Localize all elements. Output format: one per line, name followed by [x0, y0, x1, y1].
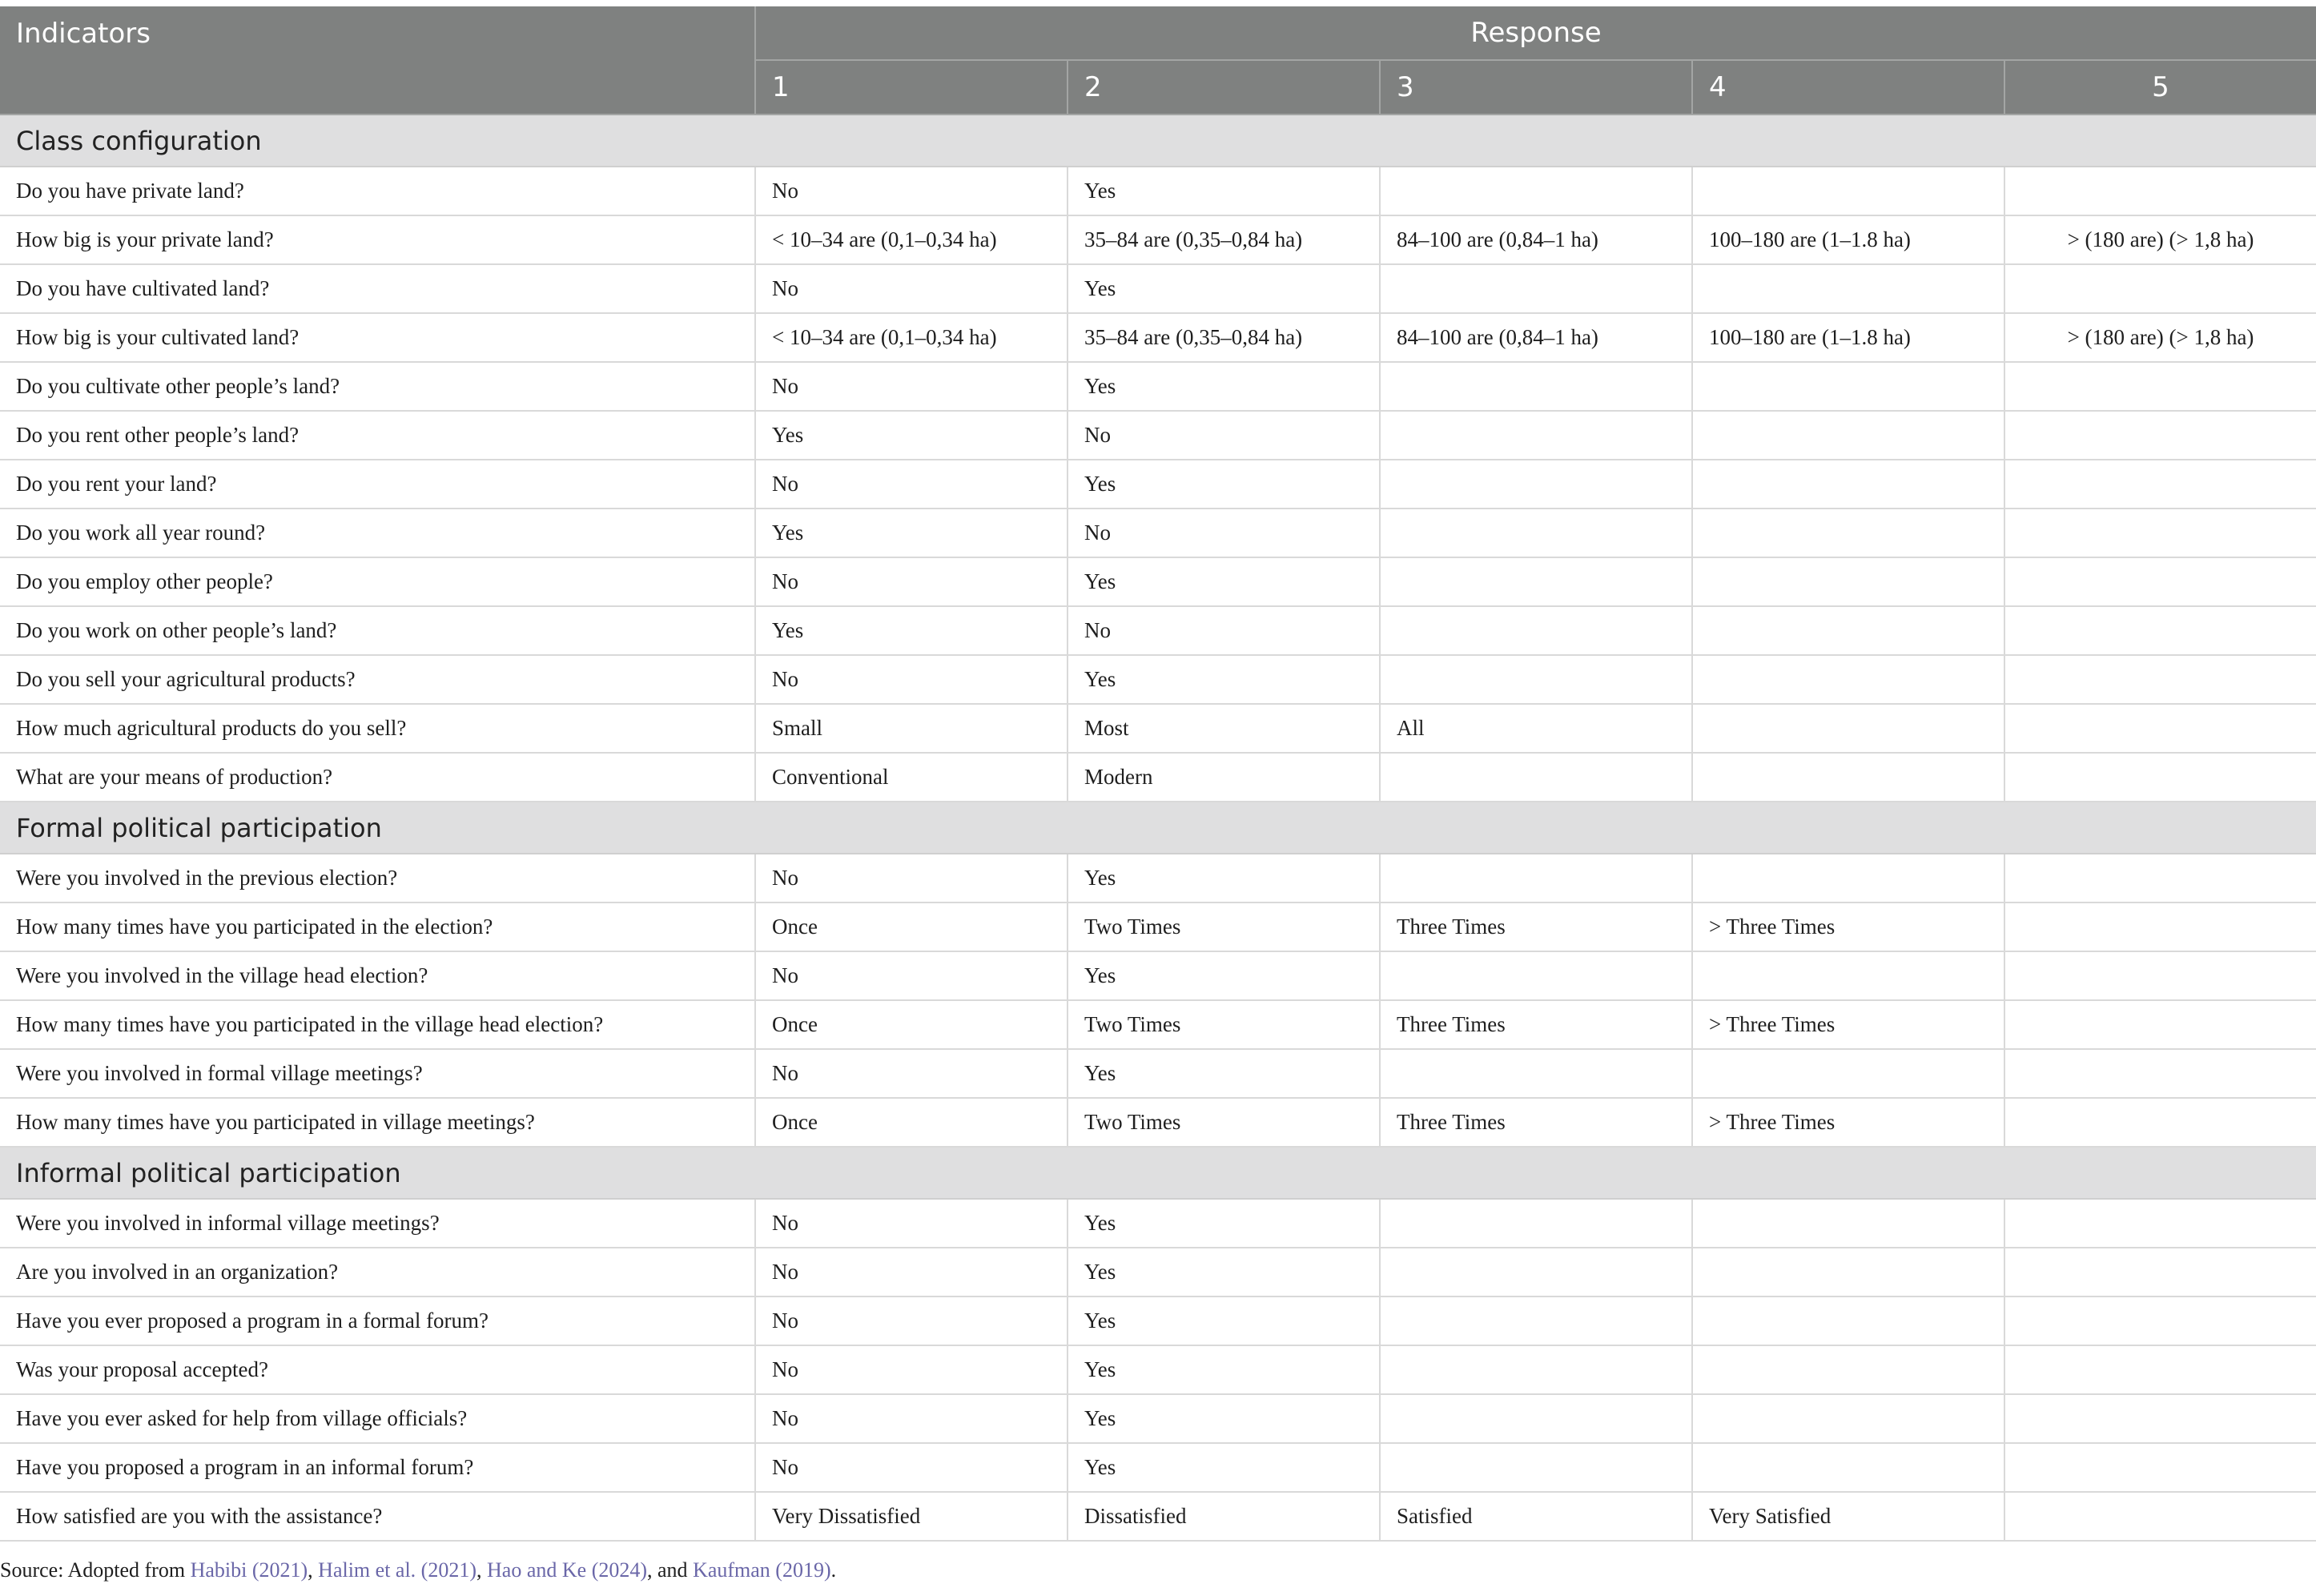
- response-cell-3: [1380, 1345, 1692, 1394]
- response-cell-1: No: [755, 362, 1068, 411]
- indicator-cell: Do you rent other people’s land?: [0, 411, 755, 460]
- indicator-cell: Were you involved in informal village meetings?: [0, 1199, 755, 1248]
- response-cell-5: [2004, 557, 2316, 606]
- indicator-cell: Do you sell your agricultural products?: [0, 655, 755, 704]
- response-cell-2: Most: [1068, 704, 1380, 753]
- indicator-cell: Were you involved in the village head election?: [0, 951, 755, 1000]
- response-cell-5: [2004, 606, 2316, 655]
- response-cell-1: Conventional: [755, 753, 1068, 802]
- response-cell-4: [1692, 704, 2004, 753]
- table-row: [0, 1492, 2316, 1541]
- response-cell-1: No: [755, 460, 1068, 509]
- indicator-cell: Do you have private land?: [0, 167, 755, 215]
- response-cell-2: Yes: [1068, 557, 1380, 606]
- response-cell-4: [1692, 606, 2004, 655]
- response-cell-2: Yes: [1068, 1248, 1380, 1296]
- response-cell-4: 100–180 are (1–1.8 ha): [1692, 313, 2004, 362]
- response-cell-1: No: [755, 264, 1068, 313]
- response-cell-3: Satisfied: [1380, 1492, 1692, 1541]
- response-cell-3: [1380, 460, 1692, 509]
- table-row: [0, 509, 2316, 557]
- response-cell-4: [1692, 1443, 2004, 1492]
- response-cell-2: Yes: [1068, 1443, 1380, 1492]
- response-cell-5: > (180 are) (> 1,8 ha): [2004, 313, 2316, 362]
- indicator-cell: Have you ever proposed a program in a formal forum?: [0, 1296, 755, 1345]
- response-cell-3: [1380, 606, 1692, 655]
- response-cell-5: [2004, 1248, 2316, 1296]
- source-ref-halim[interactable]: Halim et al. (2021): [318, 1558, 477, 1582]
- response-cell-5: [2004, 362, 2316, 411]
- indicator-cell: Have you ever asked for help from village officials?: [0, 1394, 755, 1443]
- table-row: [0, 903, 2316, 951]
- response-cell-3: [1380, 951, 1692, 1000]
- source-ref-kaufman[interactable]: Kaufman (2019): [693, 1558, 831, 1582]
- table-row: [0, 1296, 2316, 1345]
- response-cell-1: Once: [755, 1000, 1068, 1049]
- response-cell-1: No: [755, 1443, 1068, 1492]
- header-col-5: 5: [2004, 60, 2316, 115]
- table-row: [0, 362, 2316, 411]
- response-cell-1: No: [755, 1345, 1068, 1394]
- response-cell-2: Modern: [1068, 753, 1380, 802]
- response-cell-4: [1692, 557, 2004, 606]
- response-cell-2: Yes: [1068, 951, 1380, 1000]
- response-cell-3: [1380, 1394, 1692, 1443]
- response-cell-5: [2004, 1443, 2316, 1492]
- response-cell-1: Small: [755, 704, 1068, 753]
- indicator-cell: Were you involved in formal village meetings?: [0, 1049, 755, 1098]
- response-cell-2: Yes: [1068, 1394, 1380, 1443]
- response-cell-4: [1692, 753, 2004, 802]
- response-cell-3: 84–100 are (0,84–1 ha): [1380, 313, 1692, 362]
- response-cell-2: Yes: [1068, 264, 1380, 313]
- response-cell-4: [1692, 1049, 2004, 1098]
- response-cell-1: Yes: [755, 509, 1068, 557]
- indicator-cell: Were you involved in the previous election?: [0, 854, 755, 903]
- response-cell-5: [2004, 951, 2316, 1000]
- response-cell-2: Yes: [1068, 362, 1380, 411]
- indicator-cell: How big is your private land?: [0, 215, 755, 264]
- response-cell-2: Two Times: [1068, 903, 1380, 951]
- response-cell-2: Two Times: [1068, 1098, 1380, 1147]
- response-cell-5: [2004, 460, 2316, 509]
- source-suffix: .: [830, 1558, 837, 1582]
- response-cell-2: No: [1068, 509, 1380, 557]
- response-cell-5: [2004, 264, 2316, 313]
- response-cell-5: [2004, 1049, 2316, 1098]
- indicator-cell: Was your proposal accepted?: [0, 1345, 755, 1394]
- response-cell-4: [1692, 1248, 2004, 1296]
- response-cell-4: 100–180 are (1–1.8 ha): [1692, 215, 2004, 264]
- response-cell-5: [2004, 1098, 2316, 1147]
- response-cell-1: No: [755, 1394, 1068, 1443]
- response-cell-2: Yes: [1068, 460, 1380, 509]
- source-prefix: Source: Adopted from: [0, 1558, 191, 1582]
- table-row: [0, 753, 2316, 802]
- indicator-cell: What are your means of production?: [0, 753, 755, 802]
- indicator-cell: How big is your cultivated land?: [0, 313, 755, 362]
- response-cell-2: Yes: [1068, 854, 1380, 903]
- response-cell-3: [1380, 557, 1692, 606]
- response-cell-5: [2004, 1394, 2316, 1443]
- table-row: [0, 1000, 2316, 1049]
- response-cell-2: 35–84 are (0,35–0,84 ha): [1068, 215, 1380, 264]
- response-cell-3: All: [1380, 704, 1692, 753]
- response-cell-1: < 10–34 are (0,1–0,34 ha): [755, 313, 1068, 362]
- source-sep-1: ,: [308, 1558, 319, 1582]
- table-row: [0, 1394, 2316, 1443]
- response-cell-3: [1380, 411, 1692, 460]
- response-cell-5: [2004, 167, 2316, 215]
- response-cell-2: Two Times: [1068, 1000, 1380, 1049]
- response-cell-5: [2004, 411, 2316, 460]
- source-sep-2: ,: [476, 1558, 488, 1582]
- indicator-cell: Do you rent your land?: [0, 460, 755, 509]
- response-cell-3: [1380, 655, 1692, 704]
- response-cell-4: [1692, 1345, 2004, 1394]
- response-cell-3: [1380, 1296, 1692, 1345]
- response-cell-5: [2004, 1000, 2316, 1049]
- response-cell-2: Yes: [1068, 655, 1380, 704]
- source-sep-3: , and: [647, 1558, 694, 1582]
- response-cell-1: Very Dissatisfied: [755, 1492, 1068, 1541]
- table-body: [0, 115, 2316, 1541]
- response-cell-5: [2004, 903, 2316, 951]
- response-cell-3: [1380, 509, 1692, 557]
- table-row: [0, 460, 2316, 509]
- response-cell-3: [1380, 753, 1692, 802]
- indicator-cell: How many times have you participated in the election?: [0, 903, 755, 951]
- table-row: [0, 606, 2316, 655]
- table-row: [0, 1098, 2316, 1147]
- response-cell-5: [2004, 509, 2316, 557]
- source-ref-hao-ke[interactable]: Hao and Ke (2024): [487, 1558, 648, 1582]
- response-cell-3: Three Times: [1380, 903, 1692, 951]
- section-row: [0, 115, 2316, 167]
- table-row: [0, 655, 2316, 704]
- response-cell-2: Yes: [1068, 1345, 1380, 1394]
- response-cell-2: No: [1068, 411, 1380, 460]
- response-cell-3: [1380, 1199, 1692, 1248]
- response-cell-5: [2004, 753, 2316, 802]
- table-row: [0, 264, 2316, 313]
- indicator-cell: Do you employ other people?: [0, 557, 755, 606]
- response-cell-5: [2004, 1199, 2316, 1248]
- response-cell-2: No: [1068, 606, 1380, 655]
- response-cell-5: [2004, 704, 2316, 753]
- indicator-cell: How much agricultural products do you sell?: [0, 704, 755, 753]
- response-cell-3: [1380, 1248, 1692, 1296]
- table-row: [0, 951, 2316, 1000]
- response-cell-3: [1380, 854, 1692, 903]
- response-cell-4: [1692, 1394, 2004, 1443]
- response-cell-5: [2004, 655, 2316, 704]
- response-cell-3: 84–100 are (0,84–1 ha): [1380, 215, 1692, 264]
- response-cell-4: [1692, 1296, 2004, 1345]
- header-col-3: 3: [1380, 60, 1692, 115]
- response-cell-4: [1692, 854, 2004, 903]
- indicator-cell: Have you proposed a program in an informal forum?: [0, 1443, 755, 1492]
- indicator-cell: Do you work on other people’s land?: [0, 606, 755, 655]
- response-cell-1: No: [755, 951, 1068, 1000]
- indicator-cell: Are you involved in an organization?: [0, 1248, 755, 1296]
- header-response: Response: [755, 6, 2316, 60]
- response-cell-1: Yes: [755, 411, 1068, 460]
- table-row: [0, 313, 2316, 362]
- response-cell-5: [2004, 854, 2316, 903]
- section-row: [0, 1147, 2316, 1199]
- response-cell-4: [1692, 411, 2004, 460]
- response-cell-1: Once: [755, 1098, 1068, 1147]
- response-cell-5: [2004, 1296, 2316, 1345]
- indicator-cell: Do you work all year round?: [0, 509, 755, 557]
- response-cell-1: No: [755, 655, 1068, 704]
- table-row: [0, 1443, 2316, 1492]
- table-row: [0, 1248, 2316, 1296]
- response-cell-3: Three Times: [1380, 1000, 1692, 1049]
- header-indicators: Indicators: [0, 6, 755, 115]
- response-cell-2: Yes: [1068, 167, 1380, 215]
- response-cell-3: [1380, 1049, 1692, 1098]
- response-cell-5: > (180 are) (> 1,8 ha): [2004, 215, 2316, 264]
- header-col-1: 1: [755, 60, 1068, 115]
- indicators-table: [0, 6, 2316, 1542]
- response-cell-4: [1692, 509, 2004, 557]
- section-title: Formal political participation: [0, 802, 2316, 854]
- response-cell-1: No: [755, 557, 1068, 606]
- response-cell-1: No: [755, 854, 1068, 903]
- indicator-cell: How many times have you participated in the village head election?: [0, 1000, 755, 1049]
- response-cell-4: [1692, 167, 2004, 215]
- response-cell-3: Three Times: [1380, 1098, 1692, 1147]
- response-cell-3: [1380, 1443, 1692, 1492]
- table-row: [0, 557, 2316, 606]
- response-cell-3: [1380, 167, 1692, 215]
- table-row: [0, 1199, 2316, 1248]
- response-cell-1: No: [755, 167, 1068, 215]
- table-row: [0, 1049, 2316, 1098]
- response-cell-4: [1692, 362, 2004, 411]
- response-cell-4: Very Satisfied: [1692, 1492, 2004, 1541]
- table-row: [0, 167, 2316, 215]
- indicator-cell: Do you have cultivated land?: [0, 264, 755, 313]
- indicator-cell: How many times have you participated in village meetings?: [0, 1098, 755, 1147]
- response-cell-5: [2004, 1345, 2316, 1394]
- table-row: [0, 1345, 2316, 1394]
- response-cell-1: No: [755, 1199, 1068, 1248]
- response-cell-2: Dissatisfied: [1068, 1492, 1380, 1541]
- response-cell-5: [2004, 1492, 2316, 1541]
- section-title: Class configuration: [0, 115, 2316, 167]
- indicator-cell: Do you cultivate other people’s land?: [0, 362, 755, 411]
- response-cell-4: > Three Times: [1692, 1098, 2004, 1147]
- response-cell-4: [1692, 655, 2004, 704]
- response-cell-4: [1692, 951, 2004, 1000]
- response-cell-3: [1380, 264, 1692, 313]
- response-cell-1: No: [755, 1296, 1068, 1345]
- table-row: [0, 854, 2316, 903]
- response-cell-3: [1380, 362, 1692, 411]
- response-cell-1: Yes: [755, 606, 1068, 655]
- table-row: [0, 215, 2316, 264]
- header-col-4: 4: [1692, 60, 2004, 115]
- response-cell-2: Yes: [1068, 1296, 1380, 1345]
- table-row: [0, 411, 2316, 460]
- response-cell-1: Once: [755, 903, 1068, 951]
- header-col-2: 2: [1068, 60, 1380, 115]
- response-cell-4: > Three Times: [1692, 1000, 2004, 1049]
- response-cell-2: Yes: [1068, 1199, 1380, 1248]
- response-cell-2: Yes: [1068, 1049, 1380, 1098]
- section-row: [0, 802, 2316, 854]
- source-note: [0, 1558, 836, 1582]
- response-cell-4: > Three Times: [1692, 903, 2004, 951]
- response-cell-1: < 10–34 are (0,1–0,34 ha): [755, 215, 1068, 264]
- response-cell-4: [1692, 1199, 2004, 1248]
- response-cell-4: [1692, 264, 2004, 313]
- response-cell-1: No: [755, 1049, 1068, 1098]
- table-row: [0, 704, 2316, 753]
- response-cell-4: [1692, 460, 2004, 509]
- indicator-cell: How satisfied are you with the assistance?: [0, 1492, 755, 1541]
- response-cell-1: No: [755, 1248, 1068, 1296]
- table-header: [0, 6, 2316, 115]
- section-title: Informal political participation: [0, 1147, 2316, 1199]
- source-ref-habibi[interactable]: Habibi (2021): [190, 1558, 308, 1582]
- response-cell-2: 35–84 are (0,35–0,84 ha): [1068, 313, 1380, 362]
